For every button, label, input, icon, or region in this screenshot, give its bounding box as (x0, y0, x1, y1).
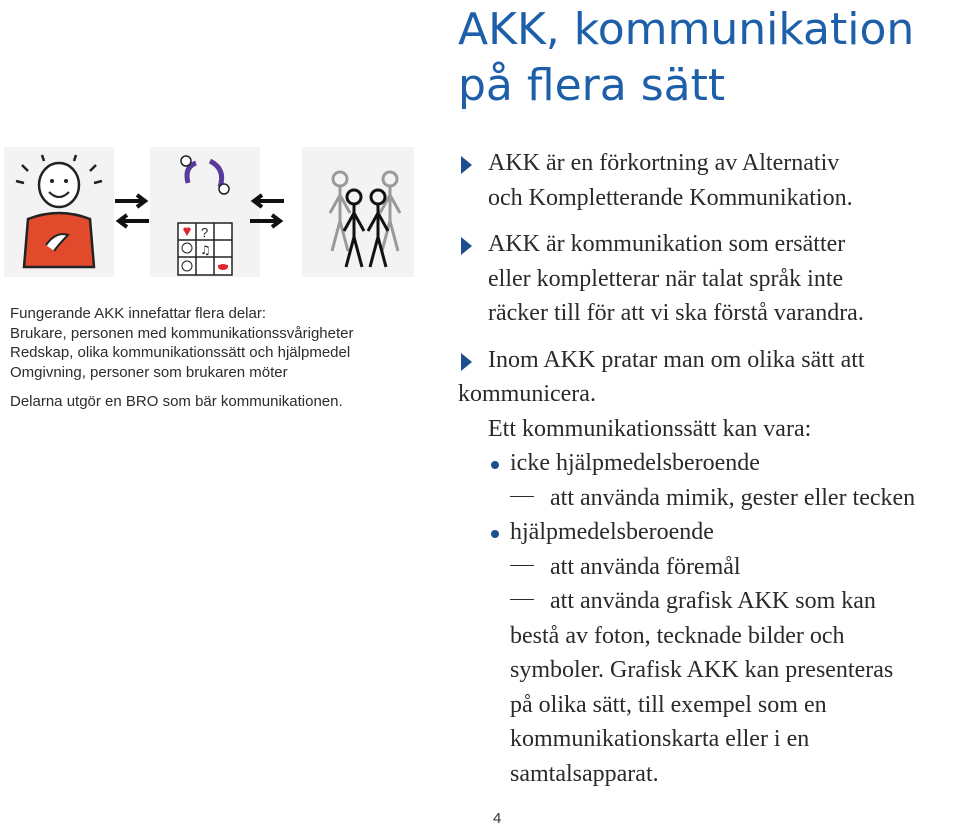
sublist-label: icke hjälpmedelsberoende (510, 450, 760, 476)
bullet-arrow-icon (461, 237, 472, 255)
dash-text: att använda mimik, gester eller tecken (550, 484, 916, 511)
caption-line: Fungerande AKK innefattar flera delar: (10, 305, 266, 322)
bullet-item (458, 343, 958, 447)
dash-text: att använda föremål (550, 553, 741, 580)
bullet-line: kommunicera. (458, 381, 596, 407)
body-text (458, 146, 958, 791)
sublist-item (458, 515, 958, 550)
bullet-item (458, 227, 958, 331)
bullet-line: AKK är kommunikation som ersätter (488, 231, 846, 257)
page-title (458, 2, 958, 114)
bullet-arrow-icon (461, 353, 472, 371)
bullet-line: och Kompletterande Kommunikation. (488, 184, 853, 211)
sublist-item (458, 446, 958, 481)
bullet-line: eller kompletterar när talat språk inte (488, 265, 844, 292)
dash-item (458, 584, 958, 791)
dash-icon (510, 496, 534, 497)
caption-closing: Delarna utgör en BRO som bär kommunikationen. (10, 393, 343, 410)
dash-icon (510, 599, 534, 600)
people-group-icon (302, 147, 414, 279)
dash-item (458, 550, 958, 585)
illustration (0, 143, 420, 283)
svg-text:?: ? (201, 225, 209, 240)
bullet-line: Inom AKK pratar man om olika sätt att (488, 346, 865, 373)
bullet-arrow-icon (461, 156, 472, 174)
bullet-line: räcker till för att vi ska förstå varandra. (488, 300, 864, 326)
symbol-board-icon (150, 147, 260, 279)
arrows-icon (113, 191, 151, 231)
caption-line: Redskap, olika kommunikationssätt och hjälpmedel (10, 344, 351, 361)
dash-item (458, 481, 958, 516)
bullet-dot-icon (491, 461, 499, 469)
caption (10, 304, 410, 412)
person-icon (4, 147, 114, 279)
dash-text: bestå av foton, tecknade bilder och (510, 622, 845, 649)
title-line-2: på flera sätt (458, 60, 726, 111)
bullet-line: Ett kommunikationssätt kan vara: (488, 415, 812, 442)
sublist-label: hjälpmedelsberoende (510, 519, 714, 545)
page-number: 4 (493, 810, 502, 827)
dash-text: symboler. Grafisk AKK kan presenteras (510, 657, 894, 683)
svg-text:♫: ♫ (200, 243, 211, 257)
bullet-dot-icon (491, 530, 499, 538)
title-line-1: AKK, kommunikation (458, 4, 915, 55)
dash-text: att använda grafisk AKK som kan (550, 588, 876, 614)
dash-text: kommunikationskarta eller i en (510, 726, 810, 752)
bullet-line: AKK är en förkortning av Alternativ (488, 150, 840, 176)
caption-line: Omgivning, personer som brukaren möter (10, 363, 288, 381)
dash-text: på olika sätt, till exempel som en (510, 691, 827, 718)
arrows-icon (248, 191, 286, 231)
bullet-item (458, 146, 958, 215)
caption-line: Brukare, personen med kommunikationssvårigheter (10, 324, 354, 342)
dash-text: samtalsapparat. (510, 760, 659, 787)
dash-icon (510, 565, 534, 566)
